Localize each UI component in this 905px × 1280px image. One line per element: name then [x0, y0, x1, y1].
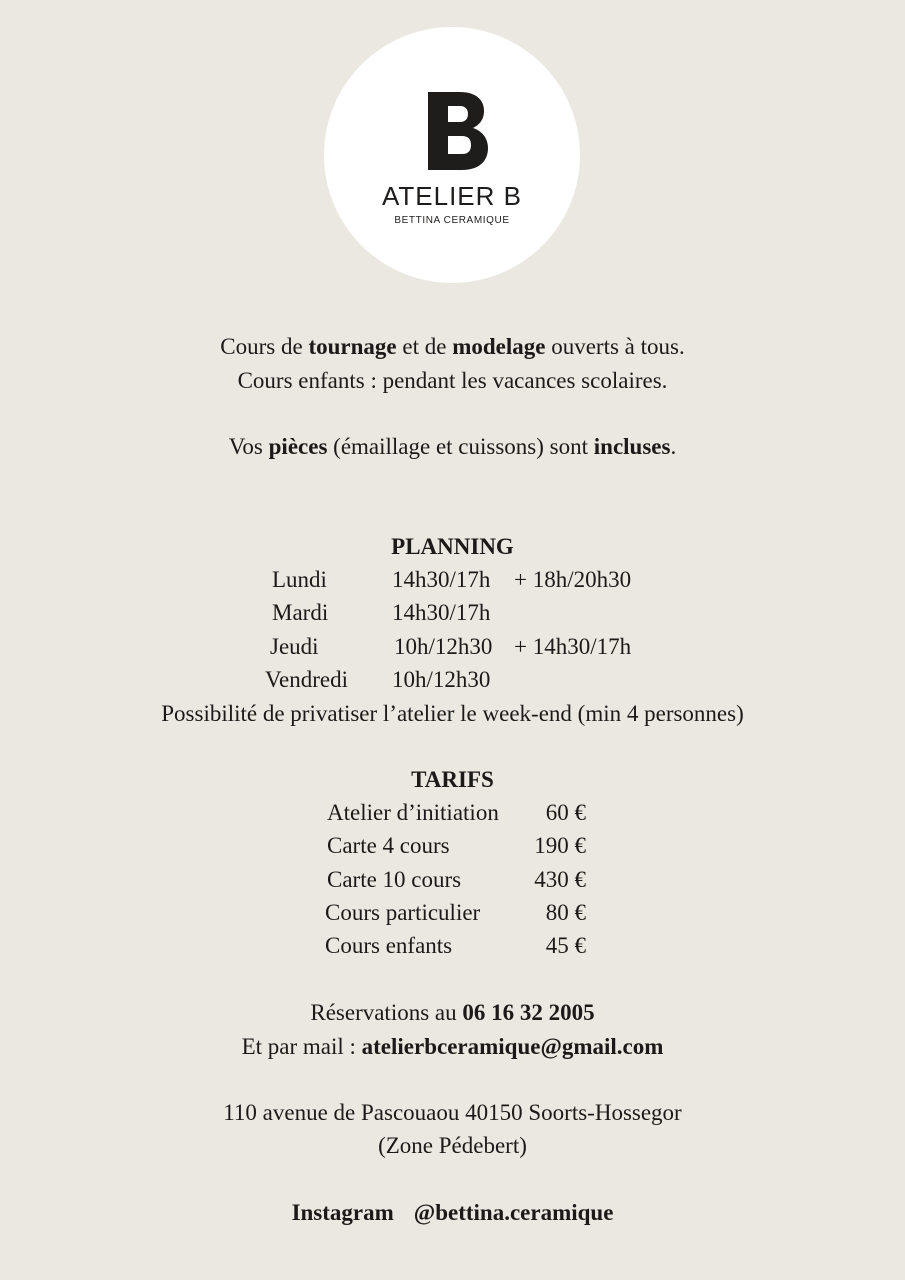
- intro-bold-incluses: incluses: [593, 434, 671, 459]
- logo-name: ATELIER B: [381, 181, 522, 211]
- instagram-line: [0, 1198, 905, 1228]
- intro-line-kids: Cours enfants : pendant les vacances scolaires.: [237, 368, 668, 393]
- mail-line: [0, 1032, 905, 1062]
- reservation-label: Réservations au: [310, 1000, 463, 1025]
- planning-day: Vendredi: [265, 667, 349, 692]
- tarif-label: Atelier d’initiation: [327, 800, 499, 825]
- intro-bold-pieces: pièces: [268, 434, 328, 459]
- reservation-line: [0, 998, 905, 1028]
- intro-text: ouverts à tous.: [545, 334, 685, 359]
- intro-bold-tournage: tournage: [308, 334, 397, 359]
- intro-line-included: [0, 432, 905, 462]
- email-address[interactable]: atelierbceramique@gmail.com: [361, 1034, 664, 1059]
- tarif-label: Cours enfants: [325, 933, 453, 958]
- tarif-price: 60 €: [545, 800, 586, 825]
- planning-slot: 10h/12h30: [392, 667, 491, 692]
- intro-text: Vos: [228, 434, 269, 459]
- tarif-price: 190 €: [534, 833, 586, 858]
- logo-b-mark-icon: [428, 92, 488, 170]
- planning-slot: 14h30/17h: [392, 567, 491, 592]
- intro-text: .: [670, 434, 677, 459]
- planning-slot: 14h30/17h: [392, 600, 491, 625]
- planning-slot: 10h/12h30: [394, 634, 493, 659]
- intro-text: (émaillage et cuissons) sont: [327, 434, 594, 459]
- intro-text: et de: [396, 334, 453, 359]
- tarif-label: Cours particulier: [325, 900, 481, 925]
- mail-label: Et par mail :: [241, 1034, 362, 1059]
- planning-slot-extra: + 18h/20h30: [514, 567, 632, 592]
- tarif-price: 430 €: [534, 867, 586, 892]
- planning-day: Mardi: [272, 600, 329, 625]
- tarif-price: 45 €: [545, 933, 586, 958]
- address-line: 110 avenue de Pascouaou 40150 Soorts-Hossegor: [223, 1100, 682, 1125]
- logo-circle: [324, 27, 580, 283]
- tarif-price: 80 €: [545, 900, 586, 925]
- planning-note: Possibilité de privatiser l’atelier le week-end (min 4 personnes): [161, 701, 744, 726]
- tarif-label: Carte 10 cours: [327, 867, 462, 892]
- tarif-label: Carte 4 cours: [327, 833, 450, 858]
- intro-text: Cours de: [220, 334, 309, 359]
- tarifs-title: TARIFS: [411, 767, 494, 792]
- phone-number[interactable]: 06 16 32 2005: [462, 1000, 595, 1025]
- planning-day: Lundi: [272, 567, 327, 592]
- intro-line-courses: [0, 332, 905, 362]
- logo-tagline: BETTINA CERAMIQUE: [394, 215, 510, 226]
- planning-slot-extra: + 14h30/17h: [514, 634, 632, 659]
- planning-day: Jeudi: [270, 634, 319, 659]
- address-zone: (Zone Pédebert): [378, 1133, 527, 1158]
- planning-title: PLANNING: [391, 534, 514, 559]
- instagram-handle[interactable]: @bettina.ceramique: [413, 1200, 614, 1225]
- instagram-label: Instagram: [291, 1200, 394, 1225]
- intro-bold-modelage: modelage: [452, 334, 546, 359]
